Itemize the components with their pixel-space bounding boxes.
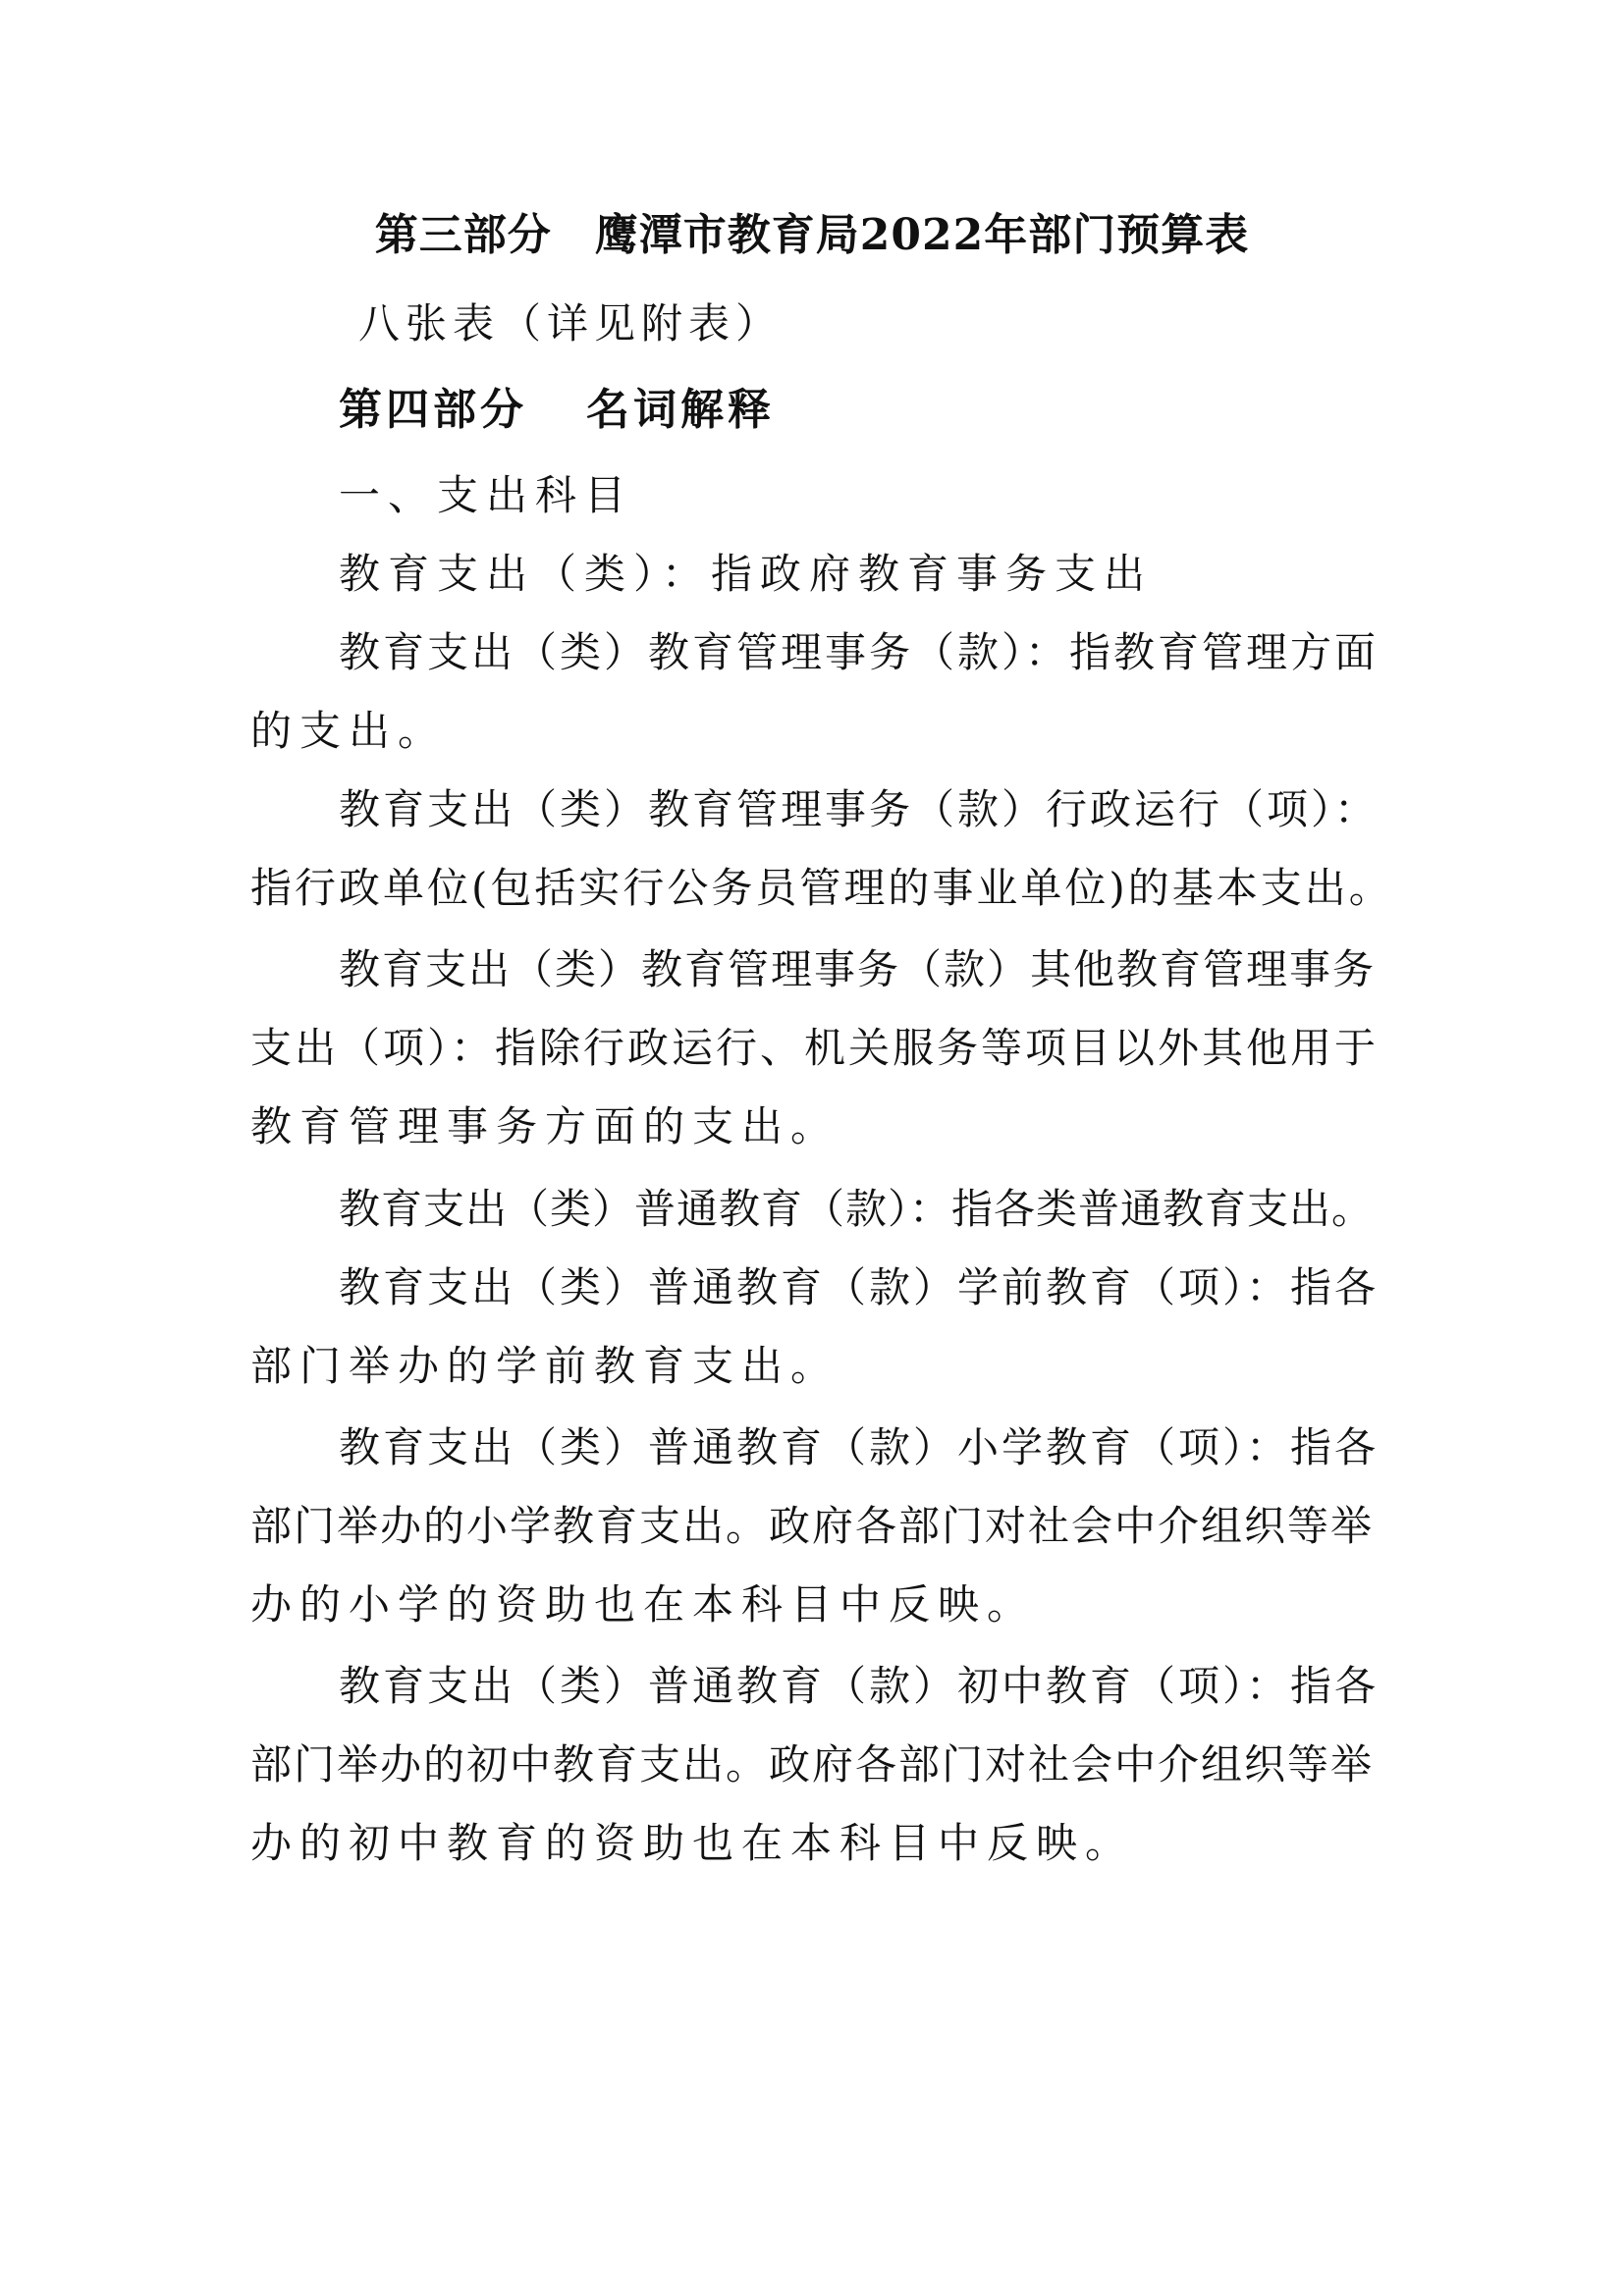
section-part-label: 第四部分	[339, 385, 527, 435]
page-title	[0, 206, 1624, 265]
paragraph-line: 指行政单位(包括实行公务员管理的事业单位)的基本支出。	[250, 864, 1393, 912]
section-heading	[339, 381, 775, 440]
paragraph-line: 部门举办的学前教育支出。	[250, 1342, 840, 1390]
paragraph-line: 支出（项）：指除行政运行、机关服务等项目以外其他用于	[250, 1024, 1380, 1072]
paragraph-line: 教育支出（类）教育管理事务（款）行政运行（项）：	[339, 785, 1380, 833]
paragraph-line: 办的初中教育的资助也在本科目中反映。	[250, 1819, 1135, 1867]
paragraph-line: 教育支出（类）教育管理事务（款）其他教育管理事务	[339, 945, 1377, 993]
section-title: 名词解释	[586, 385, 775, 435]
subtitle: 八张表（详见附表）	[358, 299, 784, 347]
paragraph-line: 教育支出（类）：指政府教育事务支出	[339, 550, 1154, 598]
subsection-heading: 一、支出科目	[339, 471, 634, 519]
paragraph-line: 部门举办的小学教育支出。政府各部门对社会中介组织等举	[250, 1502, 1375, 1550]
paragraph-line: 办的小学的资助也在本科目中反映。	[250, 1580, 1037, 1629]
paragraph-line: 的支出。	[250, 707, 448, 755]
paragraph-line: 教育支出（类）教育管理事务（款）：指教育管理方面	[339, 628, 1380, 676]
paragraph-line: 部门举办的初中教育支出。政府各部门对社会中介组织等举	[250, 1740, 1375, 1789]
paragraph-line: 教育支出（类）普通教育（款）学前教育（项）：指各	[339, 1263, 1380, 1311]
paragraph-line: 教育支出（类）普通教育（款）初中教育（项）：指各	[339, 1662, 1380, 1710]
title-text: 鹰潭市教育局2022年部门预算表	[594, 210, 1250, 260]
paragraph-line: 教育管理事务方面的支出。	[250, 1102, 840, 1150]
paragraph-line: 教育支出（类）普通教育（款）：指各类普通教育支出。	[339, 1185, 1375, 1233]
paragraph-line: 教育支出（类）普通教育（款）小学教育（项）：指各	[339, 1423, 1380, 1471]
title-part-label: 第三部分	[374, 210, 552, 260]
